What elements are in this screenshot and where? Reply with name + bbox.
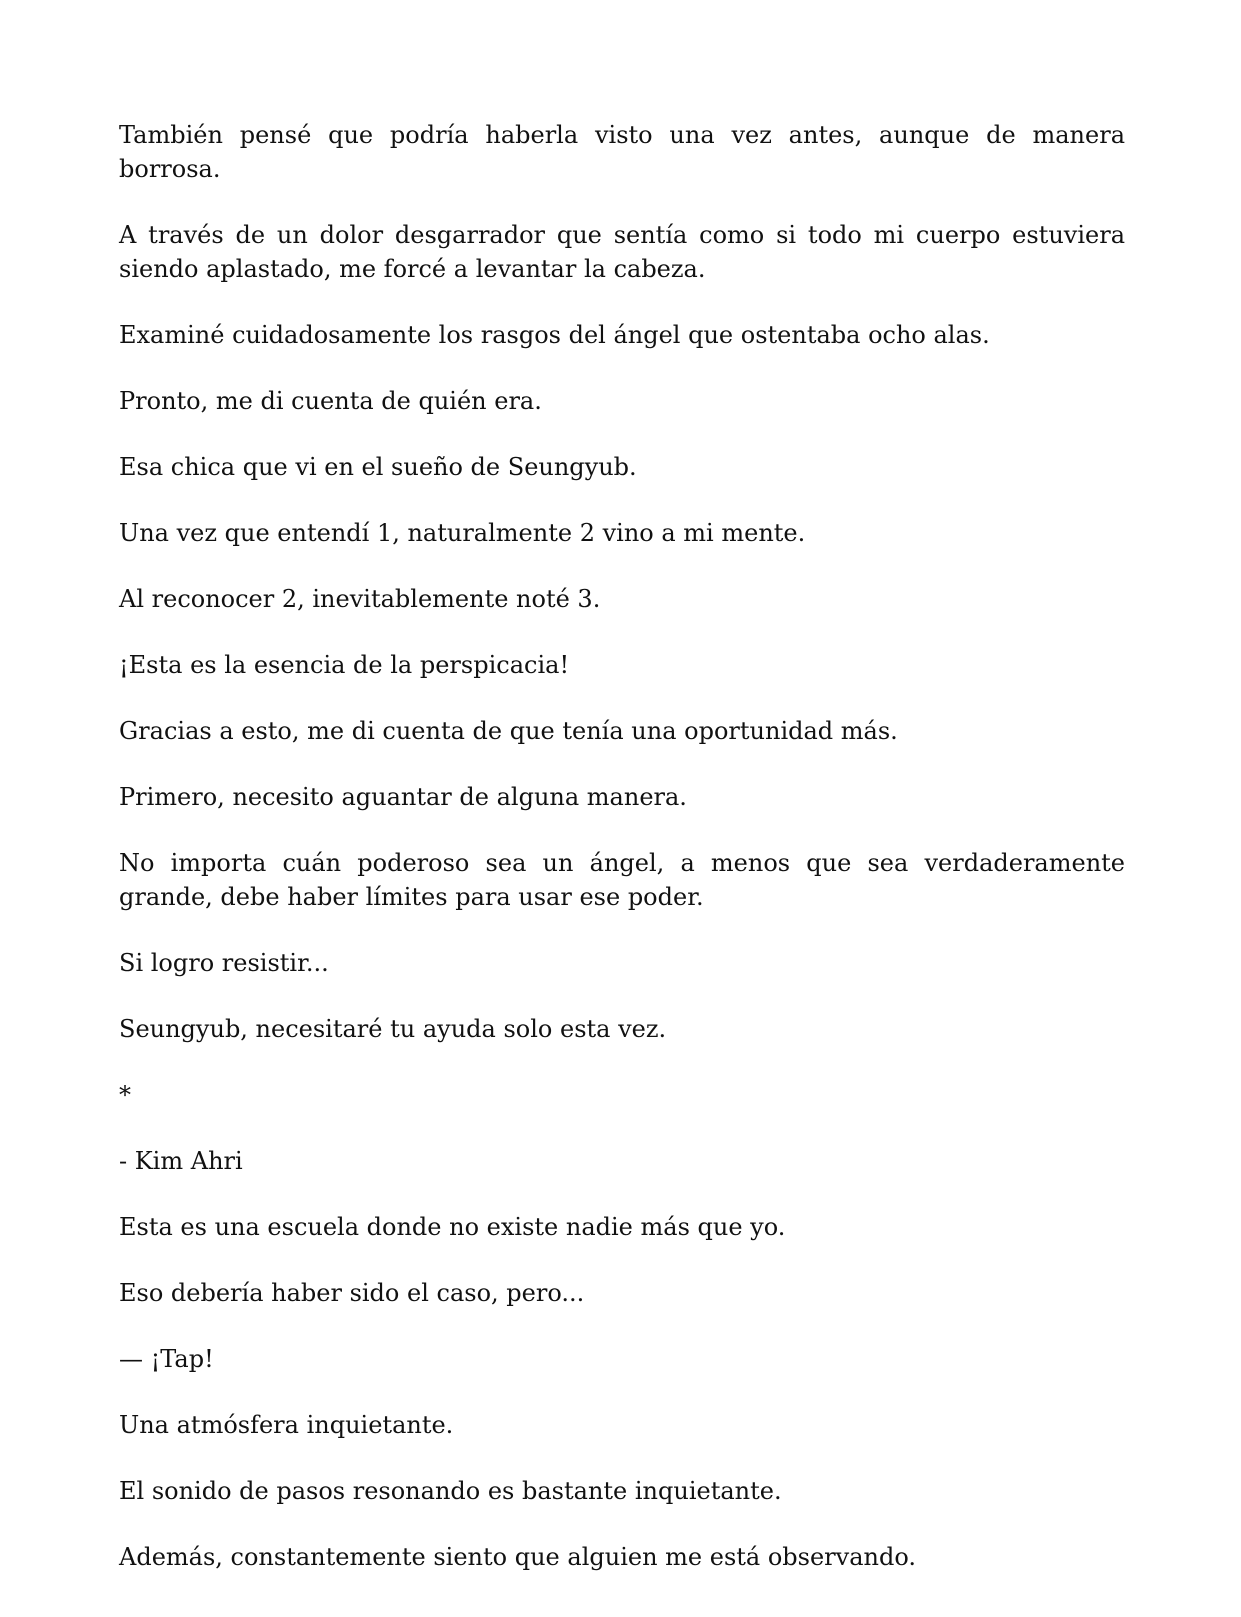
section-separator: *: [119, 1081, 131, 1109]
document-body: [119, 118, 1125, 1574]
paragraph-13: Seungyub, necesitaré tu ayuda solo esta vez.: [119, 1015, 667, 1043]
paragraph-17: Una atmósfera inquietante.: [119, 1411, 454, 1439]
paragraph-8: ¡Esta es la esencia de la perspicacia!: [119, 651, 570, 679]
paragraph-16: — ¡Tap!: [119, 1345, 214, 1373]
paragraph-10: Primero, necesito aguantar de alguna manera.: [119, 783, 687, 811]
paragraph-18: El sonido de pasos resonando es bastante inquietante.: [119, 1477, 782, 1505]
paragraph-7: Al reconocer 2, inevitablemente noté 3.: [119, 585, 601, 613]
paragraph-5: Esa chica que vi en el sueño de Seungyub.: [119, 453, 637, 481]
paragraph-4: Pronto, me di cuenta de quién era.: [119, 387, 542, 415]
paragraph-19: Además, constantemente siento que alguien me está observando.: [119, 1543, 916, 1571]
paragraph-9: Gracias a esto, me di cuenta de que tenía una oportunidad más.: [119, 717, 898, 745]
paragraph-6: Una vez que entendí 1, naturalmente 2 vino a mi mente.: [119, 519, 806, 547]
paragraph-12: Si logro resistir...: [119, 949, 329, 977]
paragraph-2: A través de un dolor desgarrador que sentía como si todo mi cuerpo estuviera siendo aplastado, me forcé a levantar la cabeza.: [119, 221, 1125, 283]
paragraph-1: También pensé que podría haberla visto una vez antes, aunque de manera borrosa.: [119, 121, 1125, 183]
paragraph-14: Esta es una escuela donde no existe nadie más que yo.: [119, 1213, 786, 1241]
paragraph-3: Examiné cuidadosamente los rasgos del ángel que ostentaba ocho alas.: [119, 321, 990, 349]
section-heading: - Kim Ahri: [119, 1147, 243, 1175]
paragraph-11: No importa cuán poderoso sea un ángel, a menos que sea verdaderamente grande, debe haber límites para usar ese poder.: [119, 849, 1125, 911]
paragraph-15: Eso debería haber sido el caso, pero...: [119, 1279, 585, 1307]
